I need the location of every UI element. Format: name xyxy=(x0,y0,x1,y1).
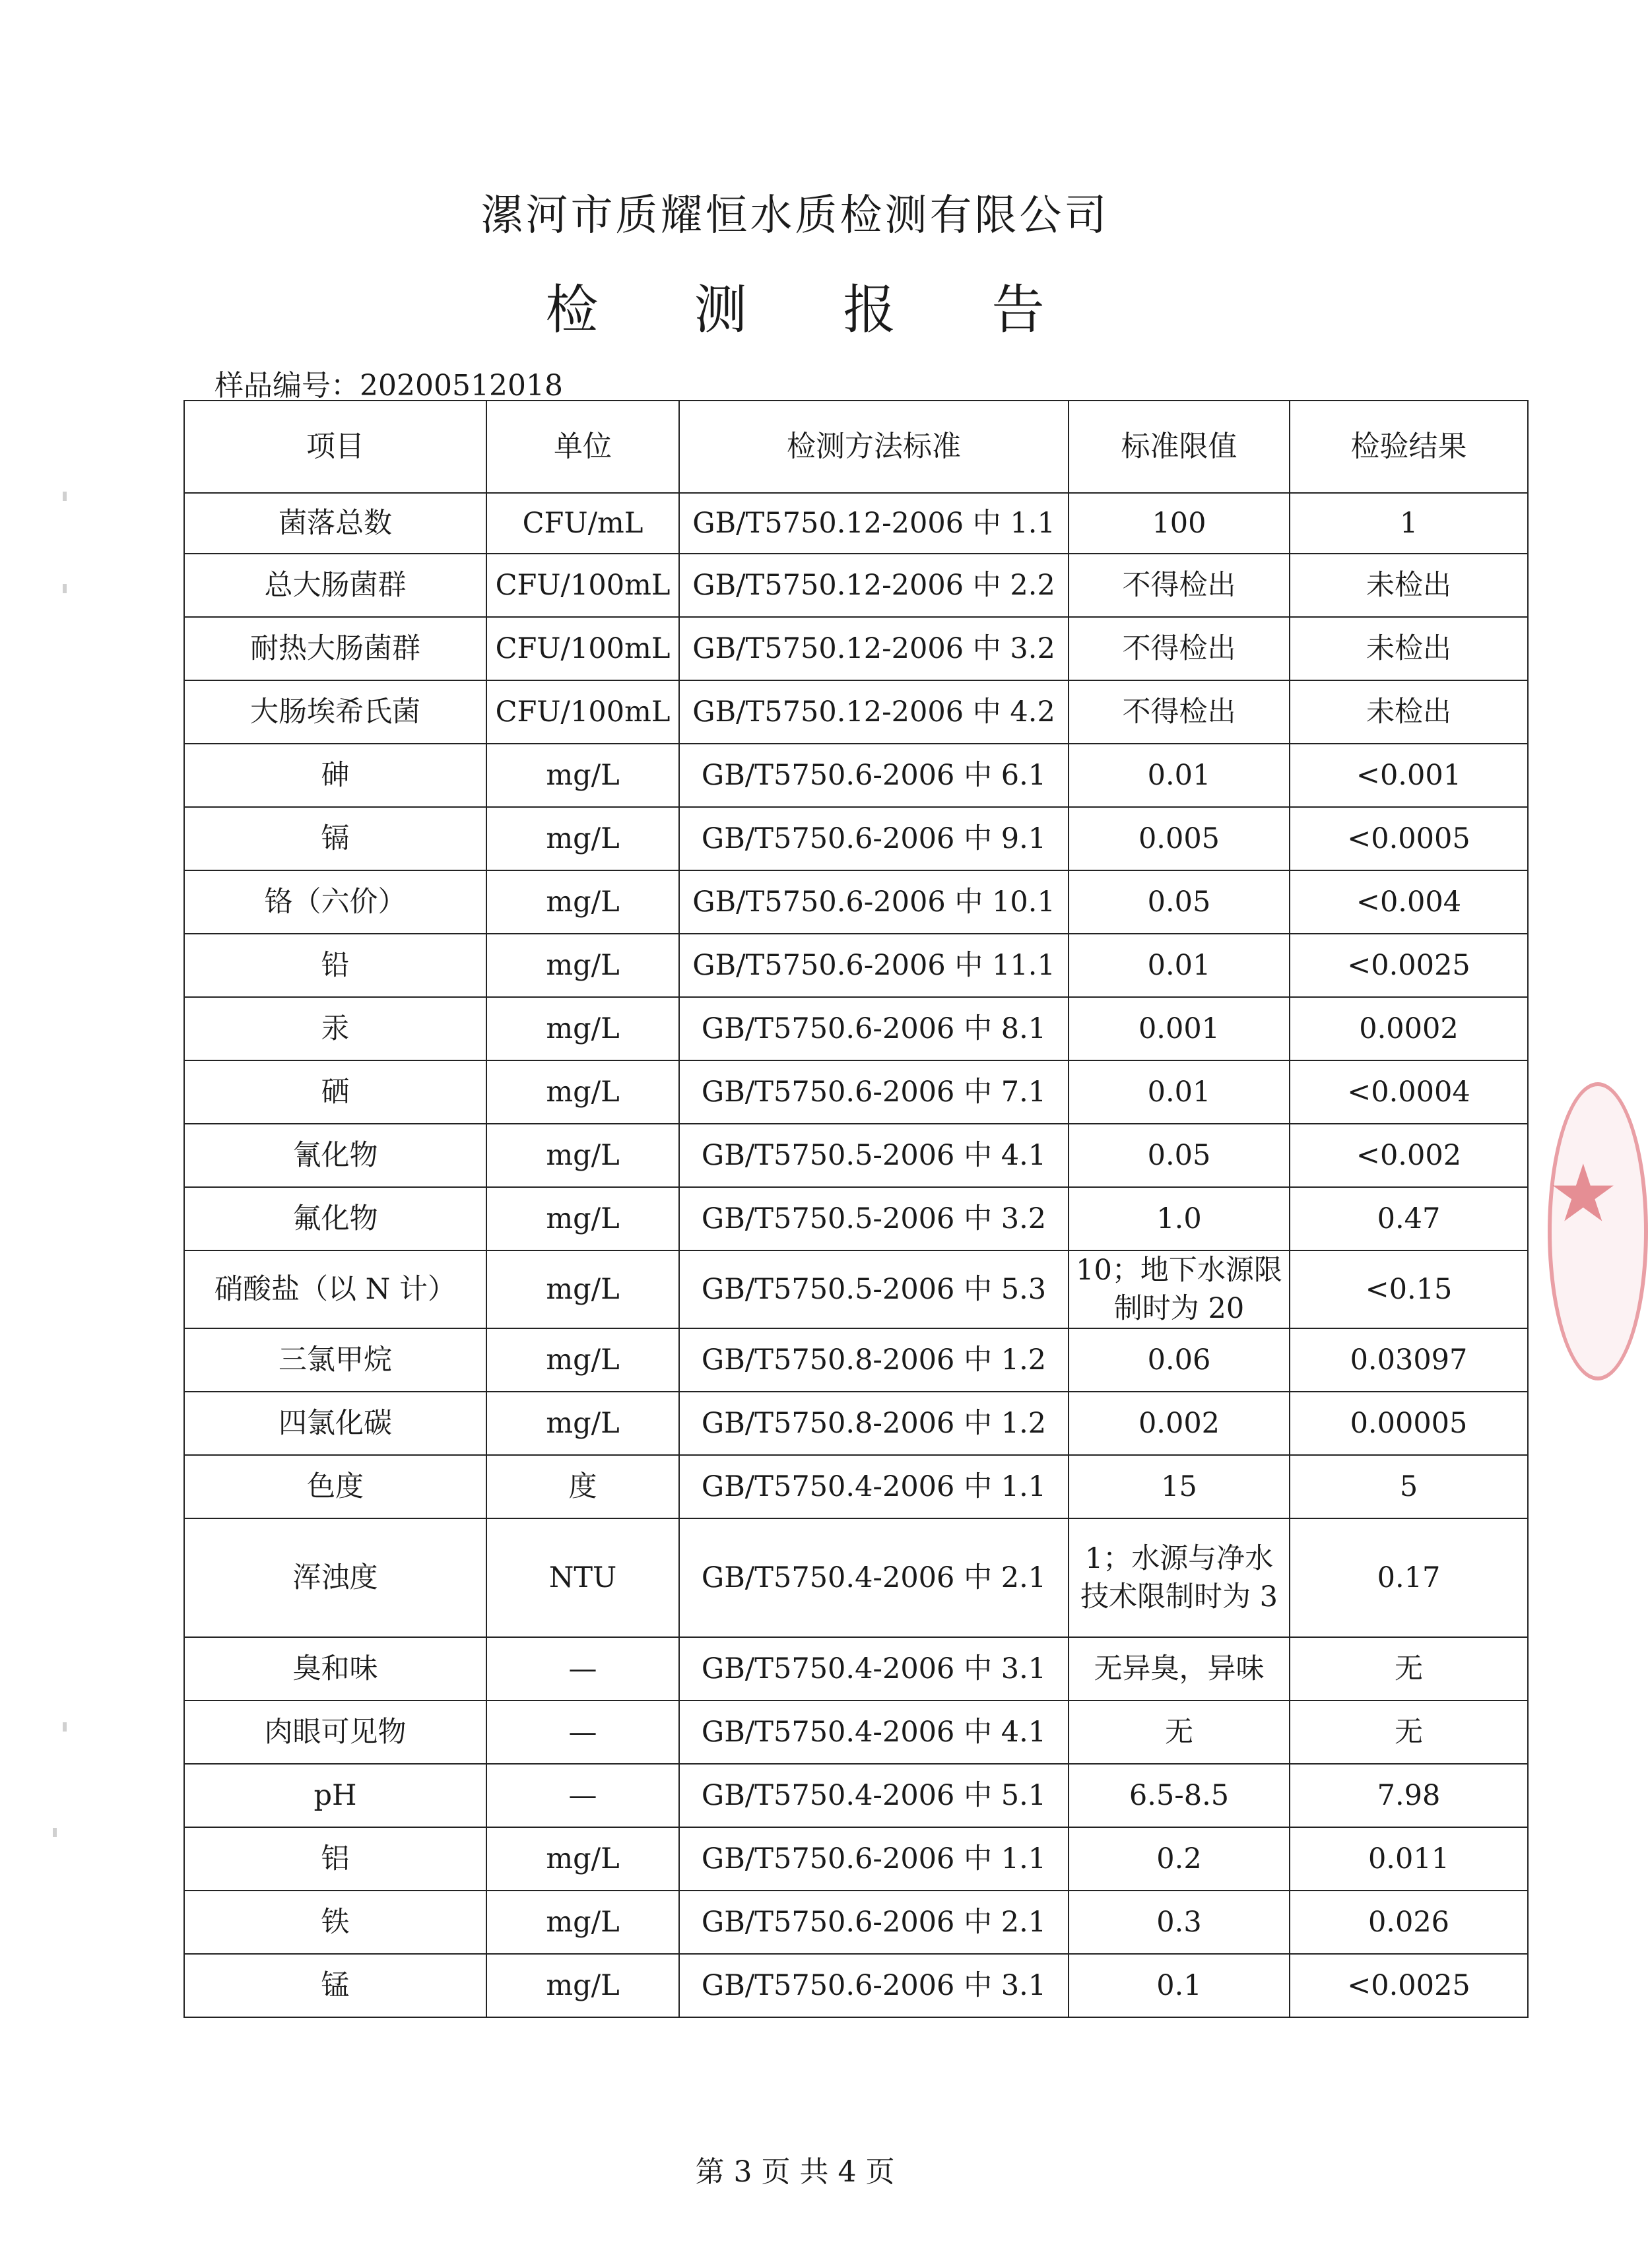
cell-method: GB/T5750.5-2006 中 5.3 xyxy=(679,1250,1069,1328)
cell-method: GB/T5750.5-2006 中 3.2 xyxy=(679,1187,1069,1250)
cell-limit: 0.06 xyxy=(1069,1328,1290,1392)
cell-unit: mg/L xyxy=(486,1328,679,1392)
cell-item: 总大肠菌群 xyxy=(184,554,486,617)
cell-item: 三氯甲烷 xyxy=(184,1328,486,1392)
cell-result: <0.0025 xyxy=(1290,934,1528,997)
table-row xyxy=(184,1250,1528,1328)
cell-result: 0.03097 xyxy=(1290,1328,1528,1392)
column-header-result: 检验结果 xyxy=(1290,401,1528,493)
cell-result: 未检出 xyxy=(1290,617,1528,680)
column-header-item: 项目 xyxy=(184,401,486,493)
cell-result: <0.0004 xyxy=(1290,1060,1528,1124)
table-row xyxy=(184,1891,1528,1954)
table-row xyxy=(184,934,1528,997)
table-row xyxy=(184,1187,1528,1250)
test-results-table xyxy=(183,400,1529,2018)
cell-result: <0.002 xyxy=(1290,1124,1528,1187)
cell-item: 菌落总数 xyxy=(184,493,486,554)
cell-method: GB/T5750.8-2006 中 1.2 xyxy=(679,1392,1069,1455)
cell-item: 铁 xyxy=(184,1891,486,1954)
cell-unit: 度 xyxy=(486,1455,679,1518)
cell-result: <0.004 xyxy=(1290,870,1528,934)
cell-item: 锰 xyxy=(184,1954,486,2017)
cell-item: 硝酸盐（以 N 计） xyxy=(184,1250,486,1328)
cell-item: 耐热大肠菌群 xyxy=(184,617,486,680)
cell-item: 色度 xyxy=(184,1455,486,1518)
seal-star-icon: ★ xyxy=(1548,1148,1619,1240)
cell-result: <0.0025 xyxy=(1290,1954,1528,2017)
table-row xyxy=(184,1124,1528,1187)
cell-result: 0.011 xyxy=(1290,1827,1528,1891)
cell-limit: 0.001 xyxy=(1069,997,1290,1060)
table-row xyxy=(184,1060,1528,1124)
table-row xyxy=(184,493,1528,554)
cell-result: 未检出 xyxy=(1290,554,1528,617)
cell-method: GB/T5750.6-2006 中 2.1 xyxy=(679,1891,1069,1954)
cell-unit: CFU/100mL xyxy=(486,617,679,680)
cell-unit: mg/L xyxy=(486,1891,679,1954)
table-row xyxy=(184,744,1528,807)
table-row xyxy=(184,1827,1528,1891)
cell-result: 0.47 xyxy=(1290,1187,1528,1250)
cell-item: 汞 xyxy=(184,997,486,1060)
report-title: 检 测 报 告 xyxy=(545,279,1084,340)
cell-limit: 0.01 xyxy=(1069,744,1290,807)
cell-limit: 无异臭，异味 xyxy=(1069,1637,1290,1701)
table-row xyxy=(184,1518,1528,1637)
cell-unit: mg/L xyxy=(486,744,679,807)
cell-limit: 15 xyxy=(1069,1455,1290,1518)
cell-item: 氟化物 xyxy=(184,1187,486,1250)
scan-speck xyxy=(63,584,67,593)
table-row xyxy=(184,1701,1528,1764)
cell-unit: — xyxy=(486,1764,679,1827)
page-number: 第 3 页 共 4 页 xyxy=(695,2155,895,2189)
cell-method: GB/T5750.4-2006 中 2.1 xyxy=(679,1518,1069,1637)
cell-item: 大肠埃希氏菌 xyxy=(184,680,486,744)
cell-unit: mg/L xyxy=(486,1060,679,1124)
cell-limit: 不得检出 xyxy=(1069,617,1290,680)
cell-unit: CFU/100mL xyxy=(486,554,679,617)
table-row xyxy=(184,1392,1528,1455)
cell-limit: 无 xyxy=(1069,1701,1290,1764)
cell-unit: CFU/mL xyxy=(486,493,679,554)
cell-item: 铬（六价） xyxy=(184,870,486,934)
cell-method: GB/T5750.6-2006 中 3.1 xyxy=(679,1954,1069,2017)
cell-unit: — xyxy=(486,1637,679,1701)
cell-limit: 0.005 xyxy=(1069,807,1290,870)
table-body xyxy=(184,493,1528,2017)
cell-result: 5 xyxy=(1290,1455,1528,1518)
table-header-row xyxy=(184,401,1528,493)
cell-limit: 0.01 xyxy=(1069,1060,1290,1124)
cell-unit: mg/L xyxy=(486,807,679,870)
cell-limit: 0.01 xyxy=(1069,934,1290,997)
table-row xyxy=(184,1954,1528,2017)
cell-result: <0.15 xyxy=(1290,1250,1528,1328)
cell-item: pH xyxy=(184,1764,486,1827)
cell-item: 氰化物 xyxy=(184,1124,486,1187)
cell-method: GB/T5750.4-2006 中 3.1 xyxy=(679,1637,1069,1701)
cell-unit: mg/L xyxy=(486,1187,679,1250)
cell-result: 无 xyxy=(1290,1701,1528,1764)
column-header-unit: 单位 xyxy=(486,401,679,493)
cell-limit: 1.0 xyxy=(1069,1187,1290,1250)
table-row xyxy=(184,680,1528,744)
cell-method: GB/T5750.6-2006 中 8.1 xyxy=(679,997,1069,1060)
cell-limit: 0.05 xyxy=(1069,870,1290,934)
cell-limit: 0.2 xyxy=(1069,1827,1290,1891)
cell-limit: 10；地下水源限制时为 20 xyxy=(1069,1250,1290,1328)
cell-result: <0.001 xyxy=(1290,744,1528,807)
table-row xyxy=(184,1455,1528,1518)
cell-unit: mg/L xyxy=(486,1827,679,1891)
cell-item: 四氯化碳 xyxy=(184,1392,486,1455)
cell-unit: mg/L xyxy=(486,1124,679,1187)
table-row xyxy=(184,617,1528,680)
table-row xyxy=(184,1637,1528,1701)
cell-unit: CFU/100mL xyxy=(486,680,679,744)
cell-unit: mg/L xyxy=(486,1392,679,1455)
cell-item: 砷 xyxy=(184,744,486,807)
cell-result: 0.026 xyxy=(1290,1891,1528,1954)
cell-limit: 不得检出 xyxy=(1069,554,1290,617)
cell-method: GB/T5750.6-2006 中 6.1 xyxy=(679,744,1069,807)
scan-speck xyxy=(63,1722,67,1732)
cell-item: 铅 xyxy=(184,934,486,997)
cell-method: GB/T5750.12-2006 中 2.2 xyxy=(679,554,1069,617)
table-row xyxy=(184,1764,1528,1827)
cell-unit: mg/L xyxy=(486,934,679,997)
cell-method: GB/T5750.6-2006 中 1.1 xyxy=(679,1827,1069,1891)
cell-method: GB/T5750.12-2006 中 4.2 xyxy=(679,680,1069,744)
cell-method: GB/T5750.4-2006 中 1.1 xyxy=(679,1455,1069,1518)
company-name: 漯河市质耀恒水质检测有限公司 xyxy=(480,191,1109,240)
cell-method: GB/T5750.6-2006 中 11.1 xyxy=(679,934,1069,997)
cell-method: GB/T5750.12-2006 中 1.1 xyxy=(679,493,1069,554)
cell-limit: 6.5-8.5 xyxy=(1069,1764,1290,1827)
cell-method: GB/T5750.6-2006 中 9.1 xyxy=(679,807,1069,870)
cell-result: 7.98 xyxy=(1290,1764,1528,1827)
cell-item: 硒 xyxy=(184,1060,486,1124)
sample-number: 样品编号：20200512018 xyxy=(214,369,563,403)
cell-result: 0.0002 xyxy=(1290,997,1528,1060)
cell-item: 浑浊度 xyxy=(184,1518,486,1637)
scan-speck xyxy=(53,1828,57,1837)
cell-item: 臭和味 xyxy=(184,1637,486,1701)
cell-unit: mg/L xyxy=(486,1954,679,2017)
cell-limit: 100 xyxy=(1069,493,1290,554)
cell-limit: 0.1 xyxy=(1069,1954,1290,2017)
cell-unit: — xyxy=(486,1701,679,1764)
cell-unit: mg/L xyxy=(486,1250,679,1328)
column-header-limit: 标准限值 xyxy=(1069,401,1290,493)
cell-method: GB/T5750.5-2006 中 4.1 xyxy=(679,1124,1069,1187)
cell-method: GB/T5750.12-2006 中 3.2 xyxy=(679,617,1069,680)
cell-result: 1 xyxy=(1290,493,1528,554)
cell-method: GB/T5750.4-2006 中 4.1 xyxy=(679,1701,1069,1764)
cell-result: <0.0005 xyxy=(1290,807,1528,870)
cell-unit: NTU xyxy=(486,1518,679,1637)
cell-method: GB/T5750.6-2006 中 7.1 xyxy=(679,1060,1069,1124)
table-row xyxy=(184,997,1528,1060)
cell-limit: 不得检出 xyxy=(1069,680,1290,744)
cell-limit: 0.3 xyxy=(1069,1891,1290,1954)
cell-limit: 0.002 xyxy=(1069,1392,1290,1455)
cell-limit: 1；水源与净水技术限制时为 3 xyxy=(1069,1518,1290,1637)
cell-item: 肉眼可见物 xyxy=(184,1701,486,1764)
cell-limit: 0.05 xyxy=(1069,1124,1290,1187)
scan-speck xyxy=(63,492,67,501)
cell-result: 未检出 xyxy=(1290,680,1528,744)
cell-unit: mg/L xyxy=(486,870,679,934)
cell-method: GB/T5750.6-2006 中 10.1 xyxy=(679,870,1069,934)
table-row xyxy=(184,870,1528,934)
cell-result: 0.00005 xyxy=(1290,1392,1528,1455)
column-header-method: 检测方法标准 xyxy=(679,401,1069,493)
table-row xyxy=(184,807,1528,870)
table-row xyxy=(184,1328,1528,1392)
cell-result: 无 xyxy=(1290,1637,1528,1701)
cell-item: 铝 xyxy=(184,1827,486,1891)
table-row xyxy=(184,554,1528,617)
cell-item: 镉 xyxy=(184,807,486,870)
cell-method: GB/T5750.4-2006 中 5.1 xyxy=(679,1764,1069,1827)
cell-method: GB/T5750.8-2006 中 1.2 xyxy=(679,1328,1069,1392)
cell-unit: mg/L xyxy=(486,997,679,1060)
cell-result: 0.17 xyxy=(1290,1518,1528,1637)
